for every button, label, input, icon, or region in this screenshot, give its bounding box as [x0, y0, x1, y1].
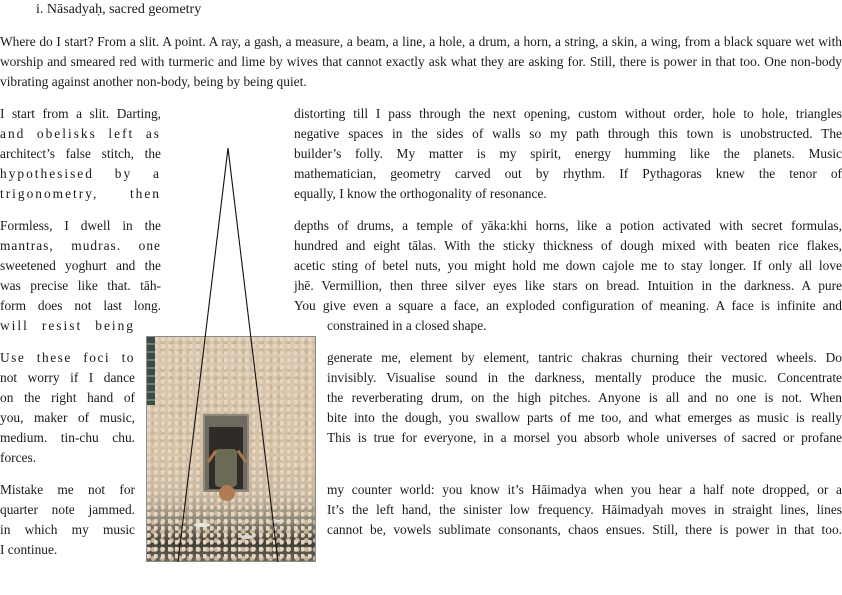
right-block-3: [327, 348, 842, 448]
text-line: I start from a slit. Darting,: [0, 106, 161, 121]
wall-window-photo: [146, 336, 316, 562]
text-line: jhē. Vermillion, then three silver eyes like stars on bread. Intuition in the darkness. A pure: [294, 278, 842, 293]
text-line: Mistake me not for: [0, 482, 135, 497]
left-block-4: [0, 480, 135, 560]
text-line: form does not last long.: [0, 298, 161, 313]
text-line: mantras, mudras. one: [0, 238, 161, 253]
text-line: distorting till I pass through the next opening, custom without order, hole to hole, triangles: [294, 106, 842, 121]
figure-body: [215, 449, 237, 487]
text-line: cannot be, vowels sublimate consonants, chaos ensues. Still, there is power in that too.: [327, 522, 842, 537]
text-line: on the right hand of: [0, 390, 135, 405]
text-line: hypothesised by a: [0, 166, 161, 181]
text-line: equally, I know the orthogonality of resonance.: [294, 186, 547, 201]
text-line: sweetened yoghurt and the: [0, 258, 161, 273]
text-line: medium. tin-chu chu.: [0, 430, 135, 445]
text-line: builder’s folly. My matter is my spirit, energy humming like the planets. Music: [294, 146, 842, 161]
text-line: I continue.: [0, 542, 58, 557]
text-line: you, maker of music,: [0, 410, 135, 425]
text-line: architect’s false stitch, the: [0, 146, 161, 161]
text-line: my counter world: you know it’s Hāimadya when you hear a half note dropped, or a: [327, 482, 842, 497]
barred-window: [147, 337, 155, 405]
left-block-1: [0, 104, 161, 204]
text-line: quarter note jammed.: [0, 502, 135, 517]
right-block-2: [294, 216, 842, 336]
left-block-2: [0, 216, 161, 336]
text-line: will resist being: [0, 318, 135, 333]
right-block-4: [327, 480, 842, 540]
text-line: mathematician, geometry carved out by rhythm. If Pythagoras knew the tenor of: [294, 166, 842, 181]
text-line: hundred and eight tālas. With the sticky thickness of dough mixed with beaten rice flakes,: [294, 238, 842, 253]
text-line: in which my music: [0, 522, 135, 537]
figure-head: [219, 485, 235, 501]
text-line: not worry if I dance: [0, 370, 135, 385]
text-line: Use these foci to: [0, 350, 135, 365]
text-line: It’s the left hand, the sinister low frequency. Hāimadyah moves in straight lines, lines: [327, 502, 842, 517]
text-line: forces.: [0, 450, 37, 465]
text-line: acetic sting of betel nuts, you might hold me down cajole me to stay longer. If only all love: [294, 258, 842, 273]
left-block-3: [0, 348, 135, 468]
rubble-stones: [157, 509, 307, 549]
right-block-1: [294, 104, 842, 204]
text-line: You give even a square a face, an exploded configuration of meaning. A face is infinite and: [294, 298, 842, 313]
text-line: generate me, element by element, tantric chakras churning their vectored wheels. Do: [327, 350, 842, 365]
text-line: negative spaces in the sides of walls so my path through this town is unobstructed. The: [294, 126, 842, 141]
text-line: the reverberating drum, on the high pitches. Anyone is all and no one is not. When: [327, 390, 842, 405]
text-line: was precise like that. tāh-: [0, 278, 161, 293]
text-line: bite into the dough, you swallow parts of me too, and what emerges as music is really: [327, 410, 842, 425]
text-line: and obelisks left as: [0, 126, 161, 141]
text-line: depths of drums, a temple of yāka:khi horns, like a potion activated with secret formulas,: [294, 218, 842, 233]
section-heading: i. Nāsadyaḥ, sacred geometry: [36, 2, 202, 17]
text-line: This is true for everyone, in a morsel you absorb whole universes of sacred or profane: [327, 430, 842, 445]
intro-paragraph: Where do I start? From a slit. A point. A ray, a gash, a measure, a beam, a line, a hole, a drum, a horn, a string, a skin, a wing, from a black square wet with worship and smeared red with turmeric and lime by wives that cannot exactly ask what they are asking for. Still, there is power in that too. One non-body vibrating against another non-body, being by being quiet.: [0, 34, 842, 89]
text-line: Formless, I dwell in the: [0, 218, 161, 233]
text-line: constrained in a closed shape.: [327, 318, 487, 333]
text-line: trigonometry, then: [0, 186, 161, 201]
text-line: invisibly. Visualise sound in the darkness, mentally produce the music. Concentrate: [327, 370, 842, 385]
